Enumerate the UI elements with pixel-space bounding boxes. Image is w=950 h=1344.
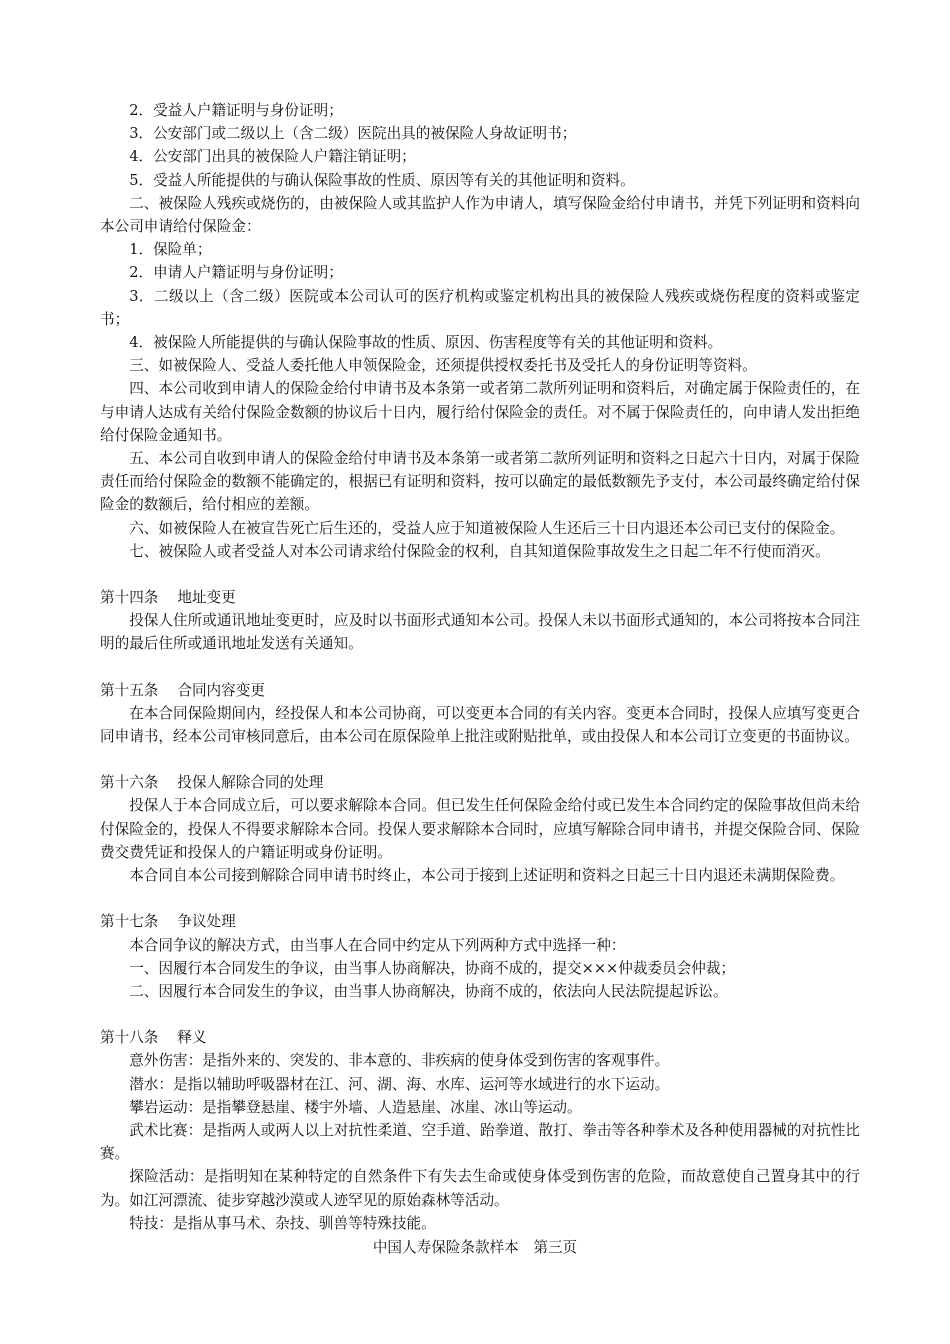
- definition: 意外伤害：是指外来的、突发的、非本意的、非疾病的使身体受到伤害的客观事件。: [129, 1052, 670, 1070]
- paragraph: 二、因履行本合同发生的争议，由当事人协商解决，协商不成的，依法向人民法院提起诉讼。: [129, 982, 728, 1000]
- article-number: 第十八条: [100, 1029, 159, 1047]
- definition: 潜水：是指以辅助呼吸器材在江、河、湖、海、水库、运河等水域进行的水下运动。: [129, 1075, 670, 1093]
- paragraph: 本合同自本公司接到解除合同申请书时终止，本公司于接到上述证明和资料之日起三十日内退还未满期保险费。: [129, 867, 845, 885]
- paragraph: 三、如被保险人、受益人委托他人申领保险金，还须提供授权委托书及受托人的身份证明等资料。: [129, 357, 757, 375]
- article-title: 地址变更: [177, 589, 236, 607]
- article-number: 第十六条: [100, 774, 159, 792]
- article-title: 投保人解除合同的处理: [177, 774, 324, 792]
- page-footer: 中国人寿保险条款样本 第三页: [372, 1239, 578, 1256]
- article-number: 第十七条: [100, 913, 159, 931]
- paragraph: 一、因履行本合同发生的争议，由当事人协商解决，协商不成的，提交×××仲裁委员会仲裁；: [129, 959, 736, 977]
- paragraph: 投保人于本合同成立后，可以要求解除本合同。但已发生任何保险金给付或已发生本合同约定的保险事故但尚未给付保险金的，投保人不得要求解除本合同。投保人要求解除本合同时，应填写解除合同申请书，并提交保险合同、保险费交费凭证和投保人的户籍证明或身份证明。: [100, 797, 860, 861]
- paragraph: 在本合同保险期间内，经投保人和本公司协商，可以变更本合同的有关内容。变更本合同时，投保人应填写变更合同申请书，经本公司审核同意后，由本公司在原保险单上批注或附贴批单，或由投保人和本公司订立变更的书面协议。: [100, 704, 860, 746]
- paragraph: 五、本公司自收到申请人的保险金给付申请书及本条第一或者第二款所列证明和资料之日起六十日内，对属于保险责任而给付保险金的数额不能确定的，根据已有证明和资料，按可以确定的最低数额先予支付，本公司最终确定给付保险金的数额后，给付相应的差额。: [100, 450, 860, 514]
- spacer: [100, 656, 860, 679]
- article-number: 第十四条: [100, 589, 159, 607]
- paragraph: 2．受益人户籍证明与身份证明；: [129, 102, 343, 119]
- article-15: [100, 679, 860, 749]
- paragraph: 二、被保险人残疾或烧伤的，由被保险人或其监护人作为申请人，填写保险金给付申请书，并凭下列证明和资料向本公司申请给付保险金：: [100, 194, 860, 236]
- spacer: [100, 563, 860, 586]
- definition: 攀岩运动：是指攀登悬崖、楼宇外墙、人造悬崖、冰崖、冰山等运动。: [129, 1098, 582, 1116]
- paragraph: 4．公安部门出具的被保险人户籍注销证明；: [129, 148, 416, 166]
- article-18: [100, 1026, 860, 1235]
- paragraph: 5．受益人所能提供的与确认保险事故的性质、原因等有关的其他证明和资料。: [129, 171, 635, 189]
- spacer: [100, 887, 860, 910]
- article-17: [100, 910, 860, 1003]
- definition: 武术比赛：是指两人或两人以上对抗性柔道、空手道、跆拳道、散打、拳击等各种拳术及各种使用器械的对抗性比赛。: [100, 1121, 860, 1163]
- article-16: [100, 771, 860, 887]
- spacer: [100, 748, 860, 771]
- paragraph: 2．申请人户籍证明与身份证明；: [129, 264, 343, 282]
- definition: 探险活动：是指明知在某种特定的自然条件下有失去生命或使身体受到伤害的危险，而故意使自己置身其中的行为。如江河漂流、徒步穿越沙漠或人迹罕见的原始森林等活动。: [100, 1168, 860, 1209]
- paragraph: 六、如被保险人在被宣告死亡后生还的，受益人应于知道被保险人生还后三十日内退还本公司已支付的保险金。: [129, 519, 845, 537]
- definition: 特技：是指从事马术、杂技、驯兽等特殊技能。: [129, 1214, 436, 1232]
- article-heading: [100, 771, 860, 794]
- article-heading: [100, 586, 860, 609]
- article-title: 合同内容变更: [177, 681, 265, 699]
- paragraph: 七、被保险人或者受益人对本公司请求给付保险金的权利，自其知道保险事故发生之日起二年不行使而消灭。: [129, 542, 830, 560]
- article-heading: [100, 1026, 860, 1049]
- document-body: [100, 99, 860, 1235]
- article-title: 争议处理: [177, 913, 236, 931]
- paragraph: 本合同争议的解决方式，由当事人在合同中约定从下列两种方式中选择一种：: [129, 936, 626, 954]
- paragraph: 1．保险单；: [129, 241, 212, 259]
- paragraph: 4．被保险人所能提供的与确认保险事故的性质、原因、伤害程度等有关的其他证明和资料。: [129, 334, 723, 352]
- article-title: 释义: [177, 1029, 207, 1047]
- claim-procedure-block: [100, 99, 860, 563]
- article-heading: [100, 910, 860, 933]
- article-heading: [100, 679, 860, 702]
- article-number: 第十五条: [100, 681, 159, 699]
- paragraph: 四、本公司收到申请人的保险金给付申请书及本条第一或者第二款所列证明和资料后，对确定属于保险责任的，在与申请人达成有关给付保险金数额的协议后十日内，履行给付保险金的责任。对不属于保险责任的，向申请人发出拒绝给付保险金通知书。: [100, 380, 860, 444]
- paragraph: 投保人住所或通讯地址变更时，应及时以书面形式通知本公司。投保人未以书面形式通知的，本公司将按本合同注明的最后住所或通讯地址发送有关通知。: [100, 612, 860, 653]
- article-14: [100, 586, 860, 656]
- spacer: [100, 1003, 860, 1026]
- paragraph: 3．公安部门或二级以上（含二级）医院出具的被保险人身故证明书；: [129, 125, 577, 143]
- paragraph: 3．二级以上（含二级）医院或本公司认可的医疗机构或鉴定机构出具的被保险人残疾或烧伤程度的资料或鉴定书；: [100, 287, 860, 328]
